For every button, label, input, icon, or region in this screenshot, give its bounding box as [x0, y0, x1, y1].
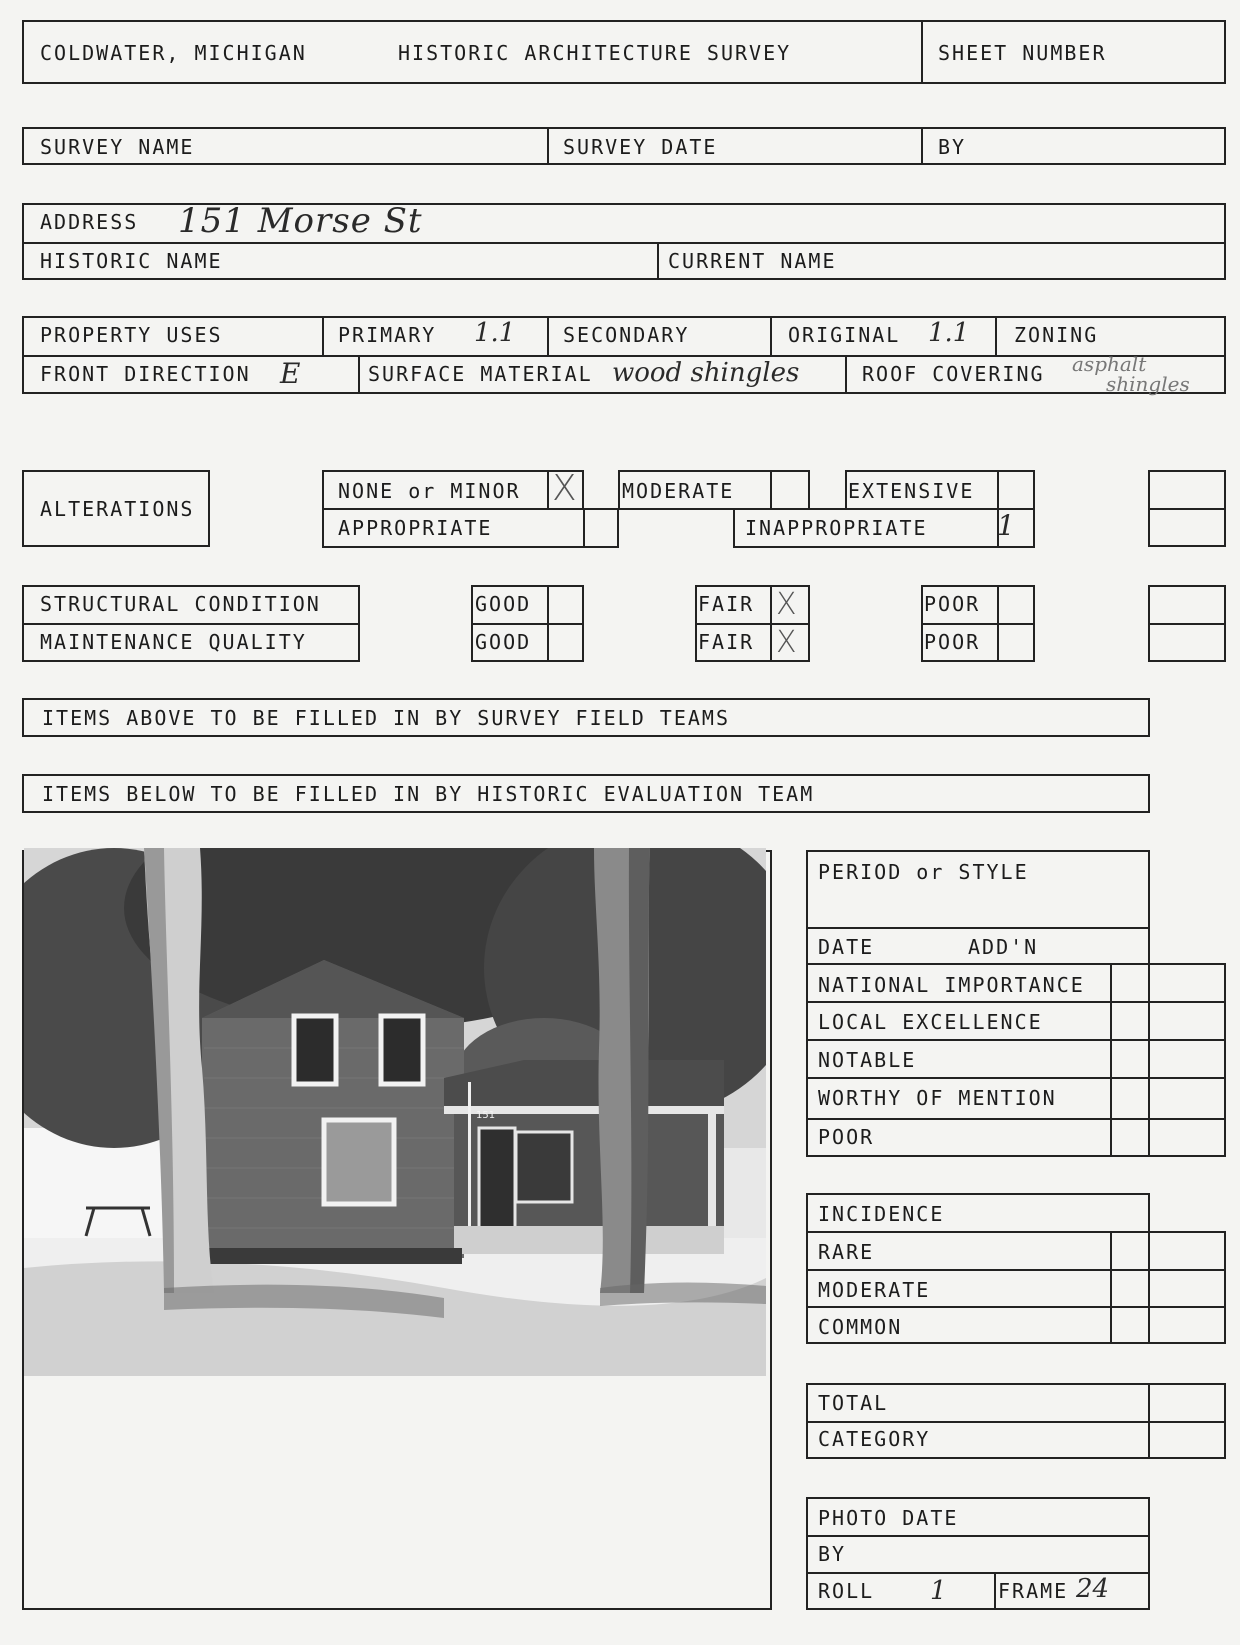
- sheet-number-label: SHEET NUMBER: [938, 41, 1107, 65]
- national-importance-label: NATIONAL IMPORTANCE: [818, 973, 1085, 997]
- rare-label: RARE: [818, 1240, 875, 1264]
- none-minor-label: NONE or MINOR: [338, 479, 521, 503]
- incidence-row-line-2: [806, 1306, 1226, 1308]
- survey-title: HISTORIC ARCHITECTURE SURVEY: [398, 41, 792, 65]
- worthy-of-mention-label: WORTHY OF MENTION: [818, 1086, 1057, 1110]
- survey-divider-2: [921, 127, 923, 165]
- incidence-row-line-1: [806, 1269, 1226, 1271]
- front-direction-value: E: [280, 357, 301, 390]
- moderate-check-divider: [770, 470, 772, 510]
- fair-check-divider: [770, 585, 772, 662]
- secondary-label: SECONDARY: [563, 323, 690, 347]
- incidence-label: INCIDENCE: [818, 1202, 945, 1226]
- total-divider: [806, 1421, 1226, 1423]
- incidence-divider: [1110, 1231, 1112, 1344]
- survey-date-label: SURVEY DATE: [563, 135, 718, 159]
- roof-covering-value-1: asphalt: [1072, 352, 1147, 376]
- total-vdivider: [1148, 1383, 1150, 1459]
- incidence-moderate-label: MODERATE: [818, 1278, 931, 1302]
- property-vdiv-1: [322, 316, 324, 355]
- frame-value: 24: [1076, 1574, 1110, 1604]
- inappropriate-label: INAPPROPRIATE: [745, 516, 928, 540]
- notable-label: NOTABLE: [818, 1048, 917, 1072]
- alterations-label: ALTERATIONS: [40, 497, 195, 521]
- importance-row-line-2: [806, 1039, 1226, 1041]
- structural-fair-check[interactable]: X: [776, 587, 797, 622]
- incidence-divider-2: [1148, 1231, 1150, 1344]
- front-direction-label: FRONT DIRECTION: [40, 362, 251, 386]
- poor-check-divider: [997, 585, 999, 662]
- photo-info-divider-1: [806, 1535, 1150, 1537]
- items-below-note: ITEMS BELOW TO BE FILLED IN BY HISTORIC EVALUATION TEAM: [42, 782, 815, 806]
- original-label: ORIGINAL: [788, 323, 901, 347]
- property-vdiv-4: [995, 316, 997, 355]
- structural-good-label: GOOD: [475, 592, 532, 616]
- frame-label: FRAME: [998, 1579, 1069, 1603]
- maintenance-fair-label: FAIR: [698, 630, 755, 654]
- roof-covering-label: ROOF COVERING: [862, 362, 1045, 386]
- zoning-label: ZONING: [1014, 323, 1099, 347]
- maintenance-poor-label: POOR: [924, 630, 981, 654]
- house-photo: [24, 848, 766, 1376]
- roll-frame-divider: [994, 1572, 996, 1610]
- importance-divider-2: [1148, 963, 1150, 1157]
- roll-value: 1: [930, 1576, 947, 1606]
- historic-name-label: HISTORIC NAME: [40, 249, 223, 273]
- survey-name-label: SURVEY NAME: [40, 135, 195, 159]
- importance-row-line-1: [806, 1001, 1226, 1003]
- period-style-label: PERIOD or STYLE: [818, 860, 1029, 884]
- property-vdiv-3: [770, 316, 772, 355]
- address-label: ADDRESS: [40, 210, 139, 234]
- importance-row-line-4: [806, 1118, 1226, 1120]
- local-excellence-label: LOCAL EXCELLENCE: [818, 1010, 1043, 1034]
- surface-material-label: SURFACE MATERIAL: [368, 362, 593, 386]
- good-divider: [471, 623, 584, 625]
- common-label: COMMON: [818, 1315, 903, 1339]
- maintenance-good-label: GOOD: [475, 630, 532, 654]
- none-minor-check[interactable]: X: [552, 468, 577, 509]
- poor-divider: [921, 623, 1035, 625]
- eval-poor-label: POOR: [818, 1125, 875, 1149]
- condition-score-divider: [1148, 623, 1226, 625]
- date-label: DATE: [818, 935, 875, 959]
- structural-condition-label: STRUCTURAL CONDITION: [40, 592, 321, 616]
- appropriate-check-divider: [583, 508, 585, 548]
- inappropriate-mark: 1: [997, 509, 1015, 542]
- roof-covering-value-2: shingles: [1106, 372, 1190, 396]
- survey-by-label: BY: [938, 135, 967, 159]
- photo-by-label: BY: [818, 1542, 847, 1566]
- property-divider: [22, 355, 1226, 357]
- maintenance-quality-label: MAINTENANCE QUALITY: [40, 630, 307, 654]
- current-name-label: CURRENT NAME: [668, 249, 837, 273]
- addn-label: ADD'N: [968, 935, 1039, 959]
- structural-poor-label: POOR: [924, 592, 981, 616]
- address-value: 151 Morse St: [178, 201, 423, 241]
- condition-label-divider: [22, 623, 360, 625]
- property-vdiv-6: [845, 355, 847, 394]
- total-label: TOTAL: [818, 1391, 889, 1415]
- property-vdiv-5: [358, 355, 360, 394]
- none-minor-check-divider: [547, 470, 549, 510]
- good-check-divider: [547, 585, 549, 662]
- surface-material-value: wood shingles: [612, 358, 800, 388]
- name-divider: [657, 242, 659, 280]
- items-above-note: ITEMS ABOVE TO BE FILLED IN BY SURVEY FIELD TEAMS: [42, 706, 731, 730]
- property-uses-label: PROPERTY USES: [40, 323, 223, 347]
- property-vdiv-2: [547, 316, 549, 355]
- header-divider: [921, 20, 923, 84]
- roll-label: ROLL: [818, 1579, 875, 1603]
- photo-date-label: PHOTO DATE: [818, 1506, 959, 1530]
- category-label: CATEGORY: [818, 1427, 931, 1451]
- alterations-score-divider: [1148, 508, 1226, 510]
- maintenance-fair-check[interactable]: X: [776, 625, 797, 660]
- original-value: 1.1: [928, 318, 970, 348]
- period-style-divider: [806, 927, 1150, 929]
- structural-fair-label: FAIR: [698, 592, 755, 616]
- importance-row-line-3: [806, 1077, 1226, 1079]
- primary-value: 1.1: [474, 318, 516, 348]
- appropriate-label: APPROPRIATE: [338, 516, 493, 540]
- extensive-label: EXTENSIVE: [848, 479, 975, 503]
- moderate-label: MODERATE: [622, 479, 735, 503]
- city-label: COLDWATER, MICHIGAN: [40, 41, 307, 65]
- primary-label: PRIMARY: [338, 323, 437, 347]
- address-divider: [22, 242, 1226, 244]
- house-number-plaque: 151: [476, 1110, 496, 1121]
- extensive-check-divider: [997, 470, 999, 510]
- importance-divider: [1110, 963, 1112, 1157]
- survey-divider-1: [547, 127, 549, 165]
